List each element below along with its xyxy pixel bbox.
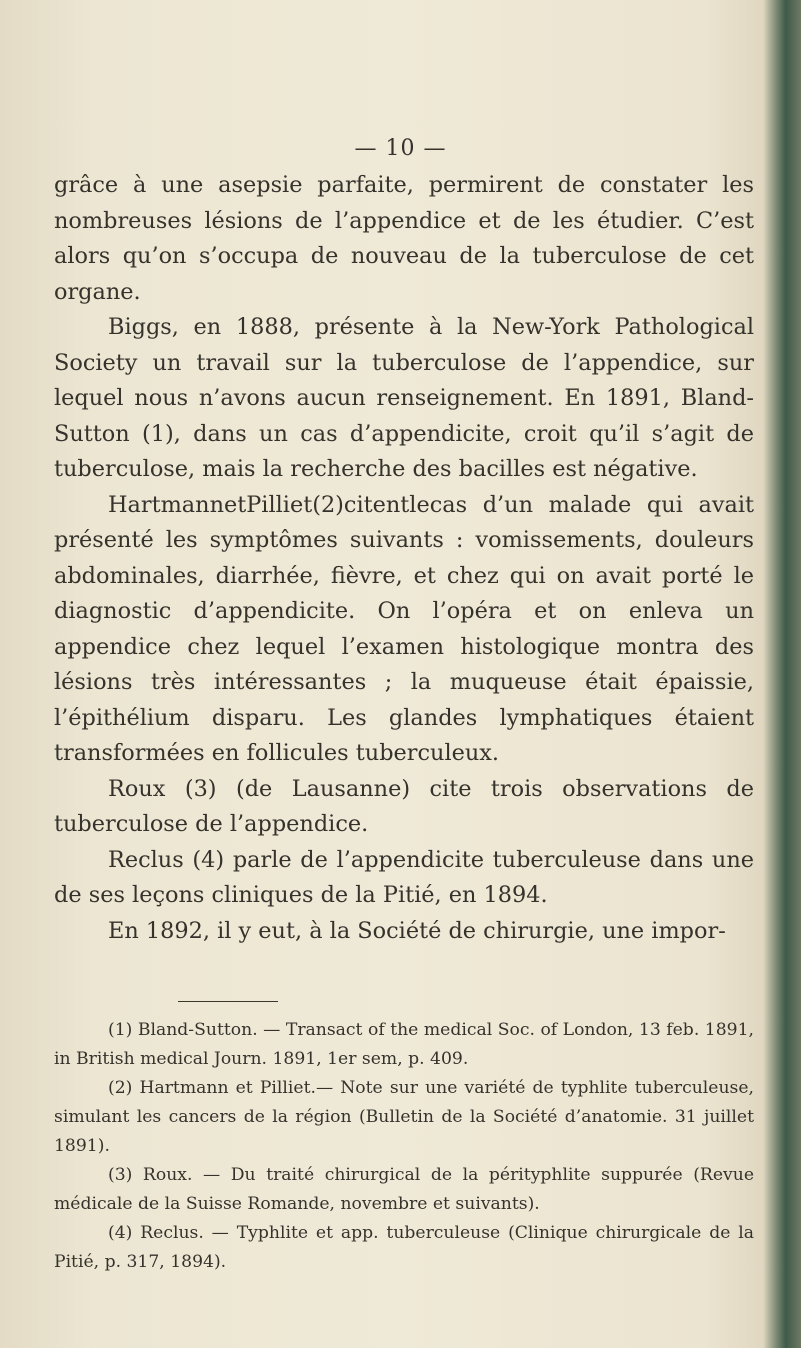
main-text (54, 168, 754, 949)
footnote: (3) Roux. — Du traité chirurgical de la pérityphlite suppurée (Revue médicale de la Suisse Romande, novembre et suivants). (54, 1165, 754, 1214)
page-number-header: — 10 — (354, 136, 447, 161)
paragraph: Biggs, en 1888, présente à la New-York Pathological Society un travail sur la tuberculose de l’appendice, sur lequel nous n’avons aucun renseignement. En 1891, Bland-Sutton (1), dans un cas d’appendicite, croit qu’il s’agit de tuberculose, mais la recherche des bacilles est négative. (54, 314, 754, 482)
footnote: (1) Bland-Sutton. — Transact of the medical Soc. of London, 13 feb. 1891, in British medical Journ. 1891, 1er sem, p. 409. (54, 1020, 754, 1069)
footnote: (2) Hartmann et Pilliet.— Note sur une variété de typhlite tuberculeuse, simulant les cancers de la région (Bulletin de la Société d’anatomie. 31 juillet 1891). (54, 1078, 754, 1156)
paragraph: grâce à une asepsie parfaite, permirent de constater les nombreuses lésions de l’appendice et de les étudier. C’est alors qu’on s’occupa de nouveau de la tuberculose de cet organe. (54, 172, 754, 305)
paragraph: Roux (3) (de Lausanne) cite trois observations de tuberculose de l’appendice. (54, 775, 754, 837)
paragraph: Reclus (4) parle de l’appendicite tuberculeuse dans une de ses leçons cliniques de la Pitié, en 1894. (54, 846, 754, 908)
footnote: (4) Reclus. — Typhlite et app. tuberculeuse (Clinique chirurgicale de la Pitié, p. 317, 1894). (54, 1223, 754, 1272)
page-edge (763, 0, 801, 1348)
paragraph: En 1892, il y eut, à la Société de chirurgie, une impor- (108, 917, 726, 944)
footnote-divider (178, 1001, 278, 1002)
paragraph: HartmannetPilliet(2)citentlecas d’un malade qui avait présenté les symptômes suivants : vomissements, douleurs abdominales, diarrhée, fièvre, et chez qui on avait porté le diagnostic d’appendicite. On l’opéra et on enleva un appendice chez lequel l’examen histologique montra des lésions très intéressantes ; la muqueuse était épaissie, l’épithélium disparu. Les glandes lymphatiques étaient transformées en follicules tuberculeux. (54, 491, 754, 766)
footnotes (54, 1016, 754, 1277)
